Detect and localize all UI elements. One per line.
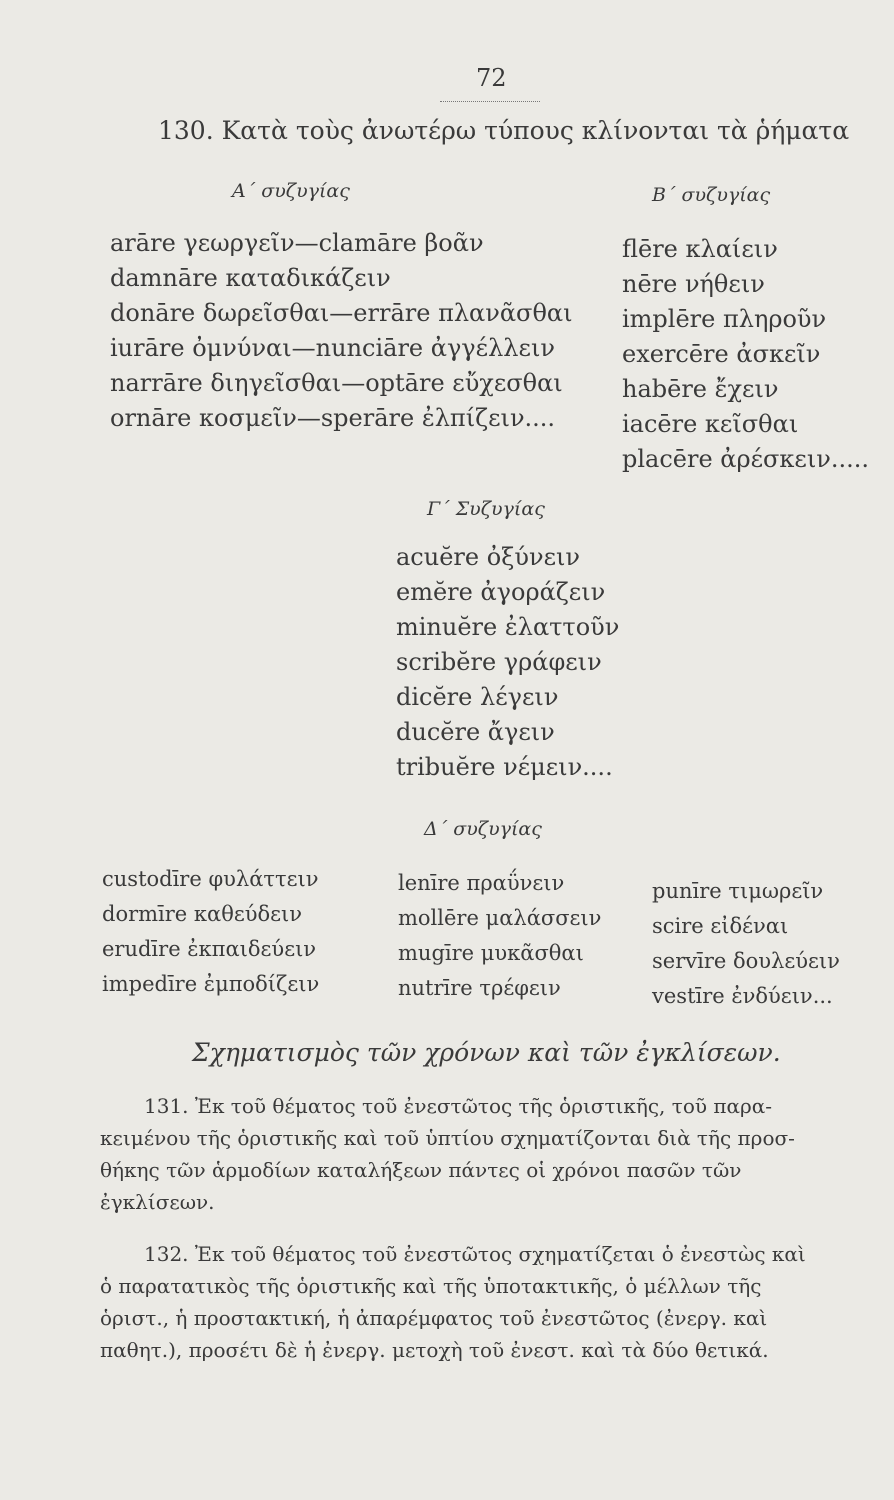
verb-line: arāre γεωργεῖν—clamāre βοᾶν [110,229,484,257]
verb-line: mugīre μυκᾶσθαι [398,941,584,965]
verb-line: nēre νήθειν [622,270,765,298]
verb-line: impedīre ἐμποδίζειν [102,972,320,996]
verb-line: exercēre ἀσκεῖν [622,340,821,368]
page-number: 72 [476,64,507,92]
verb-line: servīre δουλεύειν [652,949,840,973]
verb-line: iurāre ὀμνύναι—nunciāre ἀγγέλλειν [110,334,555,362]
paragraph-line: ὁριστ., ἡ προστακτική, ἡ ἀπαρέμφατος τοῦ ἐνεστῶτος (ἐνεργ. καὶ [100,1306,768,1330]
conjugation-c-list [396,540,619,785]
verb-line: ornāre κοσμεῖν—sperāre ἐλπίζειν.... [110,404,556,432]
verb-line: lenīre πραΰνειν [398,871,565,895]
paragraph-line: 132. Ἐκ τοῦ θέματος τοῦ ἐνεστῶτος σχηματίζεται ὁ ἐνεστὼς καὶ [144,1242,806,1266]
conjugation-d-col1 [102,862,319,1002]
verb-line: minuĕre ἐλαττοῦν [396,613,620,641]
verb-line: implēre πληροῦν [622,305,827,333]
conjugation-d-title: Δ΄ συζυγίας [424,818,542,840]
verb-line: habēre ἔχειν [622,375,779,403]
verb-line: ducĕre ἄγειν [396,718,555,746]
verb-line: flēre κλαίειν [622,235,778,263]
conjugation-d-col3 [652,874,840,1014]
verb-line: narrāre διηγεῖσθαι—optāre εὔχεσθαι [110,369,563,397]
conjugation-c-title: Γ΄ Συζυγίας [427,498,545,520]
conjugation-d-col2 [398,866,601,1006]
section-title: Σχηματισμὸς τῶν χρόνων καὶ τῶν ἐγκλίσεων. [192,1038,781,1067]
verb-line: scire εἰδέναι [652,914,789,938]
page-number-rule [440,101,540,102]
paragraph-line: κειμένου τῆς ὁριστικῆς καὶ τοῦ ὑπτίου σχηματίζονται διὰ τῆς προσ- [100,1126,795,1150]
paragraph-132 [100,1238,866,1366]
conjugation-b-list [622,232,869,477]
paragraph-line: θήκης τῶν ἁρμοδίων καταλήξεων πάντες οἱ χρόνοι πασῶν τῶν [100,1158,742,1182]
paragraph-line: ὁ παρατατικὸς τῆς ὁριστικῆς καὶ τῆς ὑποτακτικῆς, ὁ μέλλων τῆς [100,1274,762,1298]
verb-line: iacēre κεῖσθαι [622,410,799,438]
verb-line: emĕre ἀγοράζειν [396,578,606,606]
conjugation-b-title: Β΄ συζυγίας [652,184,771,206]
verb-line: dicĕre λέγειν [396,683,559,711]
verb-line: mollēre μαλάσσειν [398,906,602,930]
verb-line: erudīre ἐκπαιδεύειν [102,937,317,961]
verb-line: donāre δωρεῖσθαι—errāre πλανᾶσθαι [110,299,573,327]
paragraph-131 [100,1090,866,1218]
verb-line: tribuĕre νέμειν.... [396,753,613,781]
conjugation-a-title: Α΄ συζυγίας [232,180,350,202]
verb-line: placēre ἀρέσκειν..... [622,445,870,473]
verb-line: custodīre φυλάττειν [102,867,319,891]
conjugation-a-list [110,226,573,436]
paragraph-line: 131. Ἐκ τοῦ θέματος τοῦ ἐνεστῶτος τῆς ὁριστικῆς, τοῦ παρα- [144,1094,773,1118]
paragraph-line: παθητ.), προσέτι δὲ ἡ ἐνεργ. μετοχὴ τοῦ ἐνεστ. καὶ τὰ δύο θετικά. [100,1338,769,1362]
verb-line: punīre τιμωρεῖν [652,879,824,903]
verb-line: nutrīre τρέφειν [398,976,561,1000]
verb-line: dormīre καθεύδειν [102,902,303,926]
verb-line: damnāre καταδικάζειν [110,264,391,292]
paragraph-line: ἐγκλίσεων. [100,1190,215,1214]
section-heading-130: 130. Κατὰ τοὺς ἀνωτέρω τύπους κλίνονται τὰ ῥήματα [158,116,850,145]
verb-line: scribĕre γράφειν [396,648,602,676]
verb-line: acuĕre ὀξύνειν [396,543,580,571]
verb-line: vestīre ἐνδύειν... [652,984,833,1008]
